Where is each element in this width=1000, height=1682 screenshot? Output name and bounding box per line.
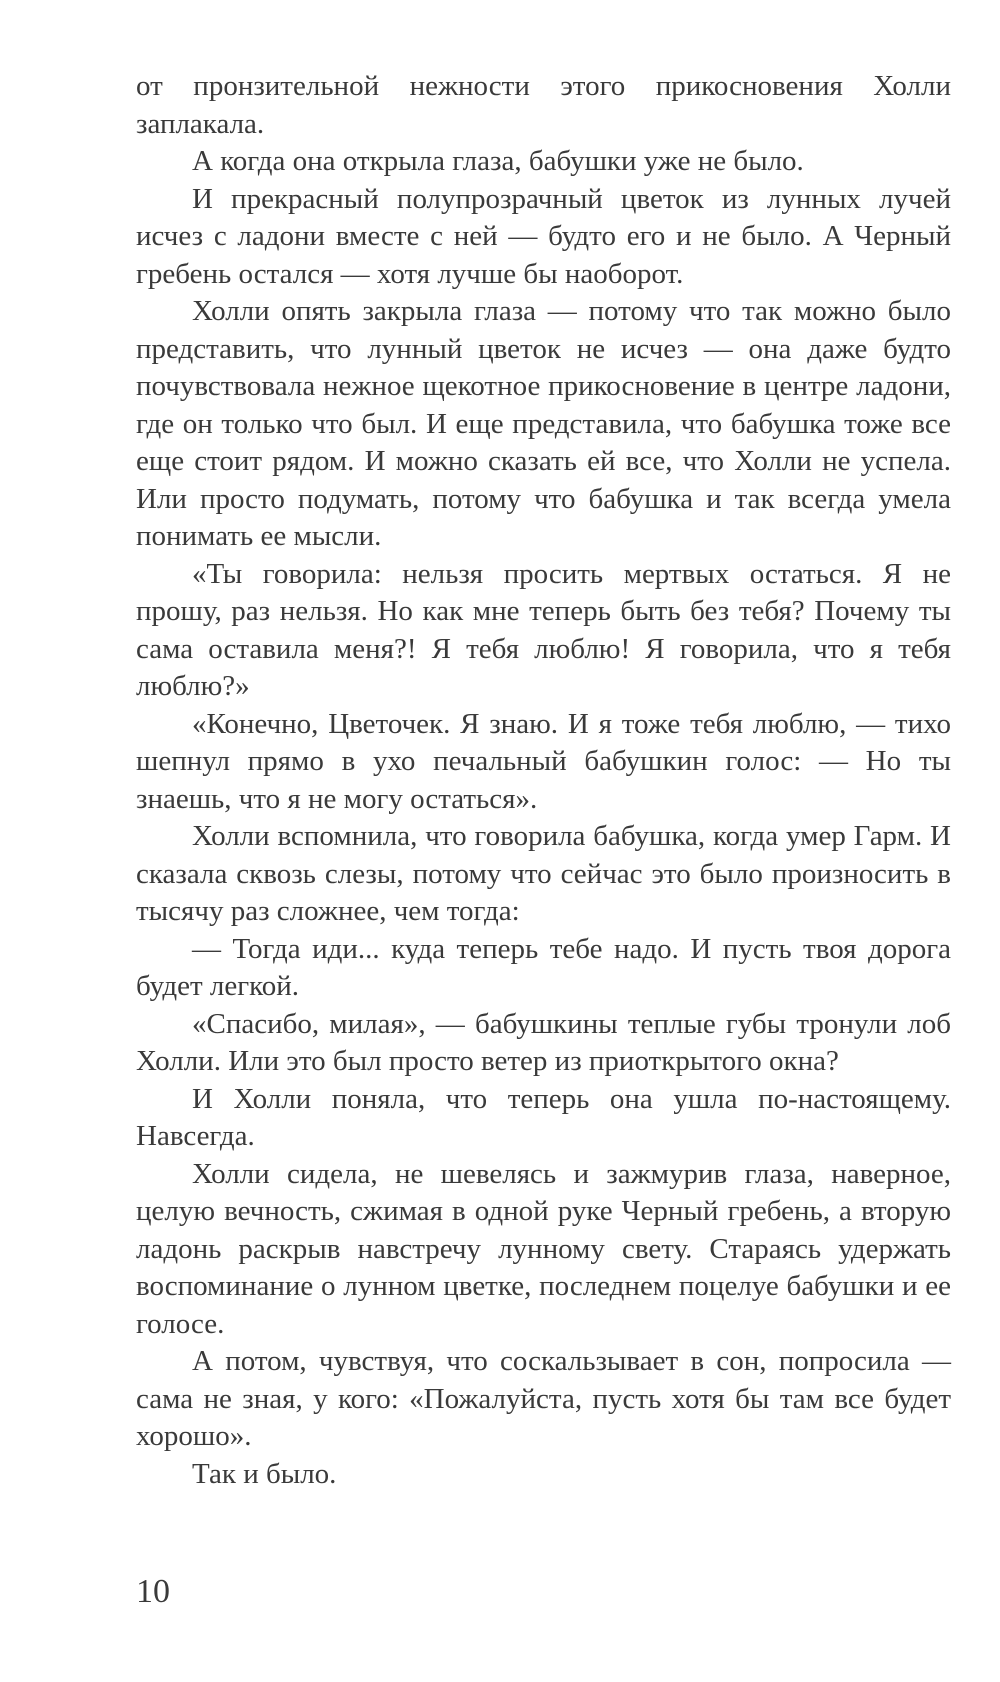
paragraph-7: Холли вспомнила, что говорила бабушка, когда умер Гарм. И сказала сквозь слезы, потому что сейчас это было произносить в тысячу раз сложнее, чем тогда: (136, 820, 951, 927)
paragraph-2: А когда она открыла глаза, бабушки уже не было. (192, 145, 804, 177)
paragraph-11: Холли сидела, не шевелясь и зажмурив глаза, наверное, целую вечность, сжимая в одной руке Черный гребень, а вторую ладонь раскрыв навстречу лунному свету. Стараясь удержать воспоминание о лунном цветке, последнем поцелуе бабушки и ее голосе. (136, 1157, 951, 1340)
paragraph-8: — Тогда иди... куда теперь тебе надо. И пусть твоя дорога будет легкой. (136, 932, 951, 1002)
paragraph-5: «Ты говорила: нельзя просить мертвых остаться. Я не прошу, раз нельзя. Но как мне теперь быть без тебя? Почему ты сама оставила меня?! Я тебя люблю! Я говорила, что я тебя люблю?» (136, 557, 951, 702)
paragraph-6: «Конечно, Цветочек. Я знаю. И я тоже тебя люблю, — тихо шепнул прямо в ухо печальный бабушкин голос: — Но ты знаешь, что я не могу остаться». (136, 707, 951, 815)
paragraph-9: «Спасибо, милая», — бабушкины теплые губы тронули лоб Холли. Или это был просто ветер из приоткрытого окна? (136, 1007, 951, 1077)
page-body (136, 68, 951, 1493)
paragraph-1: от пронзительной нежности этого прикосновения Холли заплакала. (136, 70, 951, 140)
paragraph-13: Так и было. (192, 1457, 337, 1490)
paragraph-10: И Холли поняла, что теперь она ушла по-настоящему. Навсегда. (136, 1082, 951, 1152)
paragraph-3: И прекрасный полупрозрачный цветок из лунных лучей исчез с ладони вместе с ней — будто его и не было. А Черный гребень остался — хотя лучше бы наоборот. (136, 182, 951, 290)
page-number: 10 (136, 1573, 170, 1610)
paragraph-4: Холли опять закрыла глаза — потому что так можно было представить, что лунный цветок не исчез — она даже будто почувствовала нежное щекотное прикосновение в центре ладони, где он только что был. И еще представила, что бабушка тоже все еще стоит рядом. И можно сказать ей все, что Холли не успела. Или просто подумать, потому что бабушка и так всегда умела понимать ее мысли. (136, 295, 951, 552)
paragraph-12: А потом, чувствуя, что соскальзывает в сон, попросила — сама не зная, у кого: «Пожалуйста, пусть хотя бы там все будет хорошо». (136, 1345, 951, 1452)
